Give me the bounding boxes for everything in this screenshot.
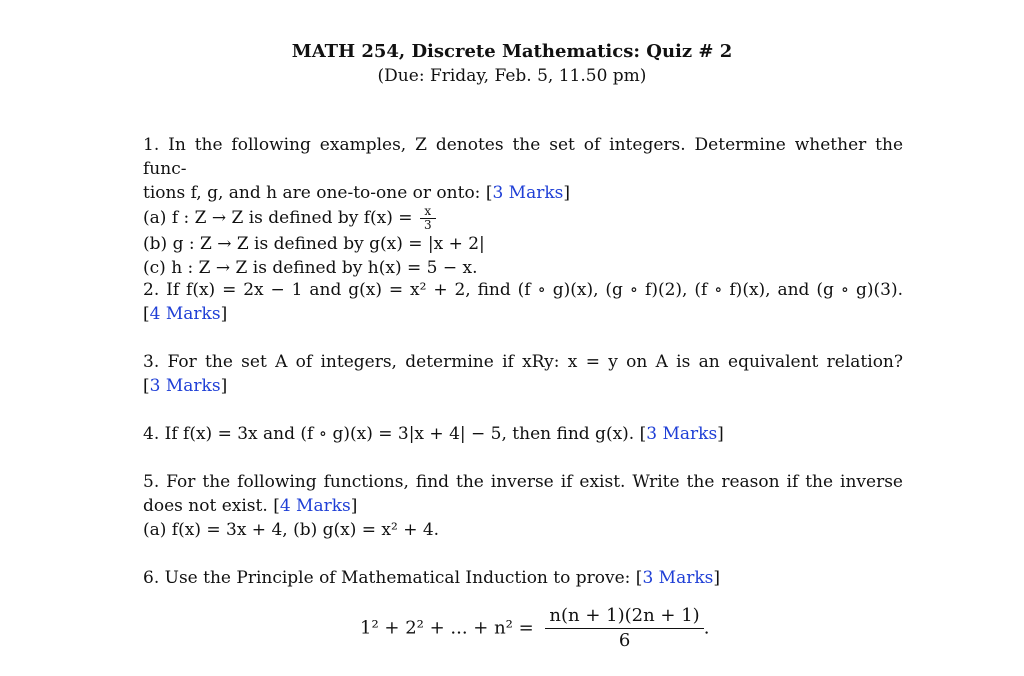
question-5-line-1: 5. For the following functions, find the inverse if exist. Write the reason if the inverse	[143, 472, 903, 492]
question-5-line-2: does not exist. [4 Marks]	[143, 496, 358, 516]
question-2: 2. If f(x) = 2x − 1 and g(x) = x² + 2, find (f ∘ g)(x), (g ∘ f)(2), (f ∘ f)(x), and (g ∘ g)(3). [4 Marks]	[143, 280, 903, 324]
question-3-marks: 3 Marks	[149, 376, 221, 396]
formula-denominator: 6	[618, 630, 631, 651]
formula-end: .	[703, 617, 710, 639]
question-6-marks: 3 Marks	[642, 568, 714, 588]
question-2-line-1: 2. If f(x) = 2x − 1 and g(x) = x² + 2, find (f ∘ g)(x), (g ∘ f)(2), (f ∘ f)(x), and (g ∘ g)(3).	[143, 280, 903, 300]
question-1-marks: 3 Marks	[492, 183, 564, 203]
question-1-part-b: (b) g : Z → Z is defined by g(x) = |x + 2|	[143, 234, 485, 254]
question-2-marks: 4 Marks	[149, 304, 221, 324]
question-6	[143, 566, 903, 590]
due-date-subtitle: (Due: Friday, Feb. 5, 11.50 pm)	[377, 66, 647, 86]
question-1-line-1: 1. In the following examples, Z denotes the set of integers. Determine whether the func-	[143, 135, 903, 179]
question-1-line-2: tions f, g, and h are one-to-one or onto: [3 Marks]	[143, 183, 571, 203]
question-3: 3. For the set A of integers, determine if xRy: x = y on A is an equivalent relation? [3 Marks]	[143, 352, 903, 396]
question-6-line-1: 6. Use the Principle of Mathematical Induction to prove: [3 Marks]	[143, 568, 720, 588]
induction-formula	[360, 604, 709, 653]
question-5-marks: 4 Marks	[279, 496, 351, 516]
question-1	[143, 133, 903, 280]
question-4-marks: 3 Marks	[646, 424, 718, 444]
question-1-part-a: (a) f : Z → Z is defined by f(x) = $\frac{x}{3}$	[143, 205, 903, 232]
formula-fraction	[545, 604, 703, 653]
question-1-part-c: (c) h : Z → Z is defined by h(x) = 5 − x.	[143, 258, 478, 278]
question-4	[143, 422, 903, 446]
formula-lhs: 1² + 2² + ... + n² =	[360, 617, 540, 639]
formula-numerator: n(n + 1)(2n + 1)	[545, 604, 703, 629]
fraction-x-over-3: $\frac{x}{3}$	[420, 205, 436, 232]
question-5-parts: (a) f(x) = 3x + 4, (b) g(x) = x² + 4.	[143, 520, 440, 540]
question-3-line-1: 3. For the set A of integers, determine if xRy: x = y on A is an equivalent relation?	[143, 352, 903, 372]
question-4-line-1: 4. If f(x) = 3x and (f ∘ g)(x) = 3|x + 4| − 5, then find g(x). [3 Marks]	[143, 424, 724, 444]
question-5	[143, 470, 903, 542]
page-title: MATH 254, Discrete Mathematics: Quiz # 2	[291, 41, 733, 62]
